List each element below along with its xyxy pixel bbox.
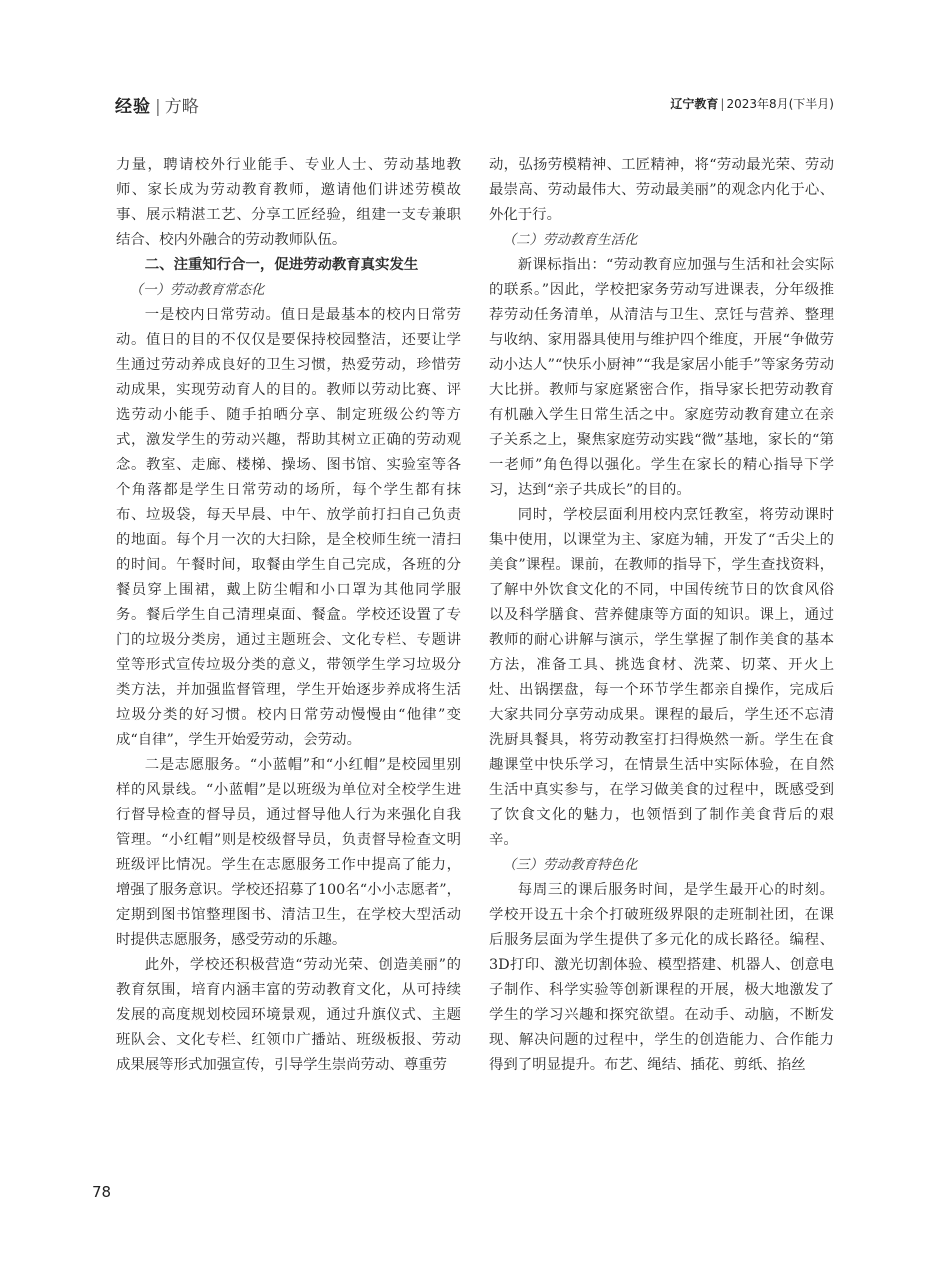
journal-header <box>670 95 834 112</box>
paragraph: 一是校内日常劳动。值日是最基本的校内日常劳动。值日的目的不仅仅是要保持校园整洁，还要让学生通过劳动养成良好的卫生习惯，热爱劳动，珍惜劳动成果，实现劳动育人的目的。教师以劳动比赛、评选劳动小能手、随手拍晒分享、制定班级公约等方式，激发学生的劳动兴趣，帮助其树立正确的劳动观念。教室、走廊、楼梯、操场、图书馆、实验室等各个角落都是学生日常劳动的场所，每个学生都有抹布、垃圾袋，每天早晨、中午、放学前打扫自己负责的地面。每个月一次的大扫除，是全校师生统一清扫的时间。午餐时间，取餐由学生自己完成，各班的分餐员穿上围裙，戴上防尘帽和小口罩为其他同学服务。餐后学生自己清理桌面、餐盒。学校还设置了专门的垃圾分类房，通过主题班会、文化专栏、专题讲堂等形式宣传垃圾分类的意义，带领学生学习垃圾分类方法，并加强监督管理，学生开始逐步养成将生活垃圾分类的好习惯。校内日常劳动慢慢由“他律”变成“自律”，学生开始爱劳动，会劳动。 <box>116 307 461 748</box>
paragraph: 每周三的课后服务时间，是学生最开心的时刻。学校开设五十余个打破班级界限的走班制社团，在课后服务层面为学生提供了多元化的成长路径。编程、3D打印、激光切割体验、模型搭建、机器人、创意电子制作、科学实验等创新课程的开展，极大地激发了学生的学习兴趣和探究欲望。在动手、动脑，不断发现、解决问题的过程中，学生的创造能力、合作能力得到了明显提升。布艺、绳结、插花、剪纸、掐丝 <box>489 882 834 1073</box>
issue-date: 2023年8月(下半月) <box>726 97 834 111</box>
paragraph: 此外，学校还积极营造“劳动光荣、创造美丽”的教育氛围，培育内涵丰富的劳动教育文化，从可持续发展的高度规划校园环境景观，通过升旗仪式、主题班队会、文化专栏、红领巾广播站、班级板报、劳动成果展等形式加强宣传，引导学生崇尚劳动、尊重劳 <box>116 957 461 1073</box>
left-column <box>116 153 461 1078</box>
subsection-heading: （二）劳动教育生活化 <box>502 232 638 248</box>
subsection-heading: （一）劳动教育常态化 <box>129 282 265 298</box>
paragraph: 动，弘扬劳模精神、工匠精神，将“劳动最光荣、劳动最崇高、劳动最伟大、劳动最美丽”的观念内化于心、外化于行。 <box>489 157 834 223</box>
subsection-heading: （三）劳动教育特色化 <box>502 857 638 873</box>
paragraph: 新课标指出：“劳动教育应加强与生活和社会实际的联系。”因此，学校把家务劳动写进课表，分年级推荐劳动任务清单，从清洁与卫生、烹饪与营养、整理与收纳、家用器具使用与维护四个维度，开展“争做劳动小达人”“快乐小厨神”“我是家居小能手”等家务劳动大比拼。教师与家庭紧密合作，指导家长把劳动教育有机融入学生日常生活之中。家庭劳动教育建立在亲子关系之上，聚焦家庭劳动实践“微”基地，家长的“第一老师”角色得以强化。学生在家长的精心指导下学习，达到“亲子共成长”的目的。 <box>489 257 834 498</box>
section-header <box>115 92 199 117</box>
right-column <box>489 153 834 1078</box>
header-separator: | <box>155 97 161 117</box>
section-heading: 二、注重知行合一，促进劳动教育真实发生 <box>144 257 419 273</box>
magazine-name: 辽宁教育 <box>670 97 719 111</box>
section-title: 经验 <box>115 97 151 117</box>
subsection-title: 方略 <box>164 97 199 117</box>
page-number: 78 <box>92 1183 112 1201</box>
paragraph: 同时，学校层面利用校内烹饪教室，将劳动课时集中使用，以课堂为主、家庭为辅，开发了“舌尖上的美食”课程。课前，在教师的指导下，学生查找资料，了解中外饮食文化的不同，中国传统节日的饮食风俗以及科学膳食、营养健康等方面的知识。课上，通过教师的耐心讲解与演示，学生掌握了制作美食的基本方法，准备工具、挑选食材、洗菜、切菜、开火上灶、出锅摆盘，每一个环节学生都亲自操作，完成后大家共同分享劳动成果。课程的最后，学生还不忘清洗厨具餐具，将劳动教室打扫得焕然一新。学生在食趣课堂中快乐学习，在情景生活中实际体验，在自然生活中真实参与，在学习做美食的过程中，既感受到了饮食文化的魅力，也领悟到了制作美食背后的艰辛。 <box>489 507 834 848</box>
paragraph: 二是志愿服务。“小蓝帽”和“小红帽”是校园里别样的风景线。“小蓝帽”是以班级为单位对全校学生进行督导检查的督导员，通过督导他人行为来强化自我管理。“小红帽”则是校级督导员，负责督导检查文明班级评比情况。学生在志愿服务工作中提高了能力，增强了服务意识。学校还招募了100名“小小志愿者”，定期到图书馆整理图书、清洁卫生，在学校大型活动时提供志愿服务，感受劳动的乐趣。 <box>116 757 461 948</box>
journal-separator: | <box>720 97 725 111</box>
paragraph: 力量，聘请校外行业能手、专业人士、劳动基地教师、家长成为劳动教育教师，邀请他们讲述劳模故事、展示精湛工艺、分享工匠经验，组建一支专兼职结合、校内外融合的劳动教师队伍。 <box>116 157 461 248</box>
